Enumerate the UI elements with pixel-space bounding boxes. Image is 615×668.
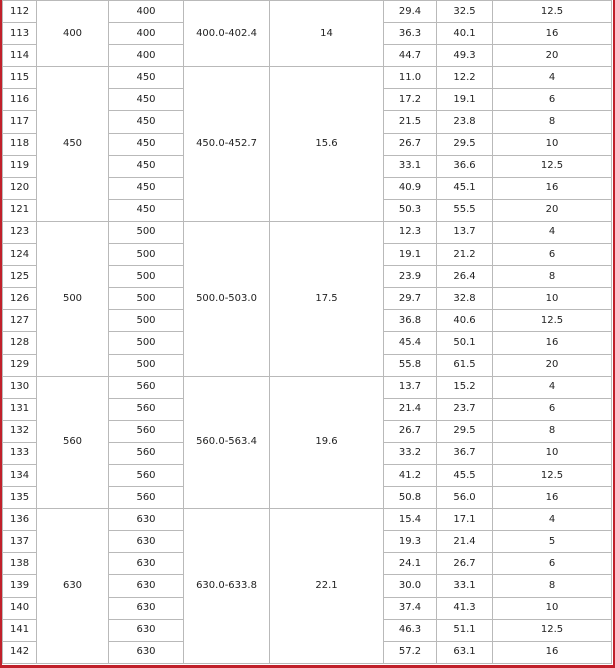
pressure-cell: 4 (493, 67, 612, 89)
pressure-cell: 16 (493, 23, 612, 45)
value-b-cell: 36.6 (437, 155, 493, 177)
nominal-size-cell: 630 (37, 509, 109, 664)
value-b-cell: 32.8 (437, 288, 493, 310)
diameter-cell: 450 (109, 111, 184, 133)
value-a-cell: 45.4 (384, 332, 437, 354)
value-b-cell: 56.0 (437, 487, 493, 509)
row-number: 130 (3, 376, 37, 398)
row-number: 112 (3, 1, 37, 23)
pressure-cell: 4 (493, 221, 612, 243)
pressure-cell: 10 (493, 442, 612, 464)
value-b-cell: 40.1 (437, 23, 493, 45)
value-b-cell: 12.2 (437, 67, 493, 89)
thickness-cell: 15.6 (270, 67, 384, 222)
pressure-cell: 5 (493, 531, 612, 553)
pressure-cell: 6 (493, 398, 612, 420)
pressure-cell: 16 (493, 641, 612, 663)
row-number: 116 (3, 89, 37, 111)
diameter-cell: 560 (109, 464, 184, 486)
size-group (3, 376, 612, 509)
row-number: 115 (3, 67, 37, 89)
nominal-size-cell: 500 (37, 221, 109, 376)
row-number: 141 (3, 619, 37, 641)
value-b-cell: 49.3 (437, 45, 493, 67)
diameter-cell: 630 (109, 575, 184, 597)
size-group (3, 1, 612, 67)
value-a-cell: 41.2 (384, 464, 437, 486)
row-number: 126 (3, 288, 37, 310)
value-a-cell: 19.1 (384, 244, 437, 266)
pressure-cell: 10 (493, 133, 612, 155)
row-number: 119 (3, 155, 37, 177)
value-a-cell: 33.2 (384, 442, 437, 464)
diameter-cell: 400 (109, 23, 184, 45)
diameter-cell: 630 (109, 641, 184, 663)
row-number: 131 (3, 398, 37, 420)
size-group (3, 67, 612, 222)
diameter-cell: 500 (109, 266, 184, 288)
table-row (3, 67, 612, 89)
row-number: 135 (3, 487, 37, 509)
value-a-cell: 23.9 (384, 266, 437, 288)
diameter-cell: 500 (109, 221, 184, 243)
value-b-cell: 21.2 (437, 244, 493, 266)
value-b-cell: 36.7 (437, 442, 493, 464)
value-a-cell: 50.8 (384, 487, 437, 509)
diameter-cell: 450 (109, 155, 184, 177)
value-b-cell: 45.5 (437, 464, 493, 486)
row-number: 123 (3, 221, 37, 243)
row-number: 124 (3, 244, 37, 266)
row-number: 125 (3, 266, 37, 288)
value-b-cell: 55.5 (437, 199, 493, 221)
diameter-cell: 560 (109, 398, 184, 420)
diameter-cell: 560 (109, 420, 184, 442)
pressure-cell: 20 (493, 199, 612, 221)
table-row (3, 221, 612, 243)
row-number: 137 (3, 531, 37, 553)
value-a-cell: 37.4 (384, 597, 437, 619)
value-a-cell: 24.1 (384, 553, 437, 575)
value-b-cell: 26.7 (437, 553, 493, 575)
value-a-cell: 29.7 (384, 288, 437, 310)
diameter-cell: 450 (109, 133, 184, 155)
diameter-range-cell: 500.0-503.0 (184, 221, 270, 376)
pressure-cell: 8 (493, 266, 612, 288)
thickness-cell: 22.1 (270, 509, 384, 664)
value-a-cell: 33.1 (384, 155, 437, 177)
row-number: 142 (3, 641, 37, 663)
diameter-range-cell: 560.0-563.4 (184, 376, 270, 509)
diameter-cell: 630 (109, 597, 184, 619)
value-a-cell: 21.4 (384, 398, 437, 420)
size-group (3, 221, 612, 376)
row-number: 139 (3, 575, 37, 597)
diameter-cell: 500 (109, 354, 184, 376)
value-b-cell: 29.5 (437, 420, 493, 442)
value-a-cell: 26.7 (384, 420, 437, 442)
table-row (3, 376, 612, 398)
diameter-cell: 450 (109, 67, 184, 89)
pressure-cell: 16 (493, 487, 612, 509)
value-a-cell: 29.4 (384, 1, 437, 23)
diameter-cell: 500 (109, 244, 184, 266)
diameter-cell: 450 (109, 89, 184, 111)
table-row (3, 1, 612, 23)
value-a-cell: 21.5 (384, 111, 437, 133)
diameter-cell: 560 (109, 487, 184, 509)
diameter-range-cell: 630.0-633.8 (184, 509, 270, 664)
row-number: 117 (3, 111, 37, 133)
size-group (3, 509, 612, 664)
diameter-cell: 630 (109, 553, 184, 575)
value-a-cell: 36.8 (384, 310, 437, 332)
value-b-cell: 51.1 (437, 619, 493, 641)
diameter-cell: 450 (109, 177, 184, 199)
value-a-cell: 19.3 (384, 531, 437, 553)
value-b-cell: 29.5 (437, 133, 493, 155)
nominal-size-cell: 400 (37, 1, 109, 67)
pressure-cell: 6 (493, 89, 612, 111)
value-a-cell: 44.7 (384, 45, 437, 67)
thickness-cell: 14 (270, 1, 384, 67)
value-a-cell: 12.3 (384, 221, 437, 243)
row-number: 121 (3, 199, 37, 221)
pressure-cell: 8 (493, 575, 612, 597)
diameter-range-cell: 400.0-402.4 (184, 1, 270, 67)
value-a-cell: 26.7 (384, 133, 437, 155)
row-number: 133 (3, 442, 37, 464)
value-b-cell: 23.8 (437, 111, 493, 133)
row-number: 128 (3, 332, 37, 354)
diameter-range-cell: 450.0-452.7 (184, 67, 270, 222)
row-number: 138 (3, 553, 37, 575)
diameter-cell: 500 (109, 288, 184, 310)
value-b-cell: 13.7 (437, 221, 493, 243)
value-a-cell: 40.9 (384, 177, 437, 199)
pressure-cell: 4 (493, 509, 612, 531)
value-b-cell: 45.1 (437, 177, 493, 199)
diameter-cell: 560 (109, 376, 184, 398)
diameter-cell: 630 (109, 531, 184, 553)
pressure-cell: 12.5 (493, 155, 612, 177)
value-b-cell: 26.4 (437, 266, 493, 288)
row-number: 118 (3, 133, 37, 155)
value-a-cell: 11.0 (384, 67, 437, 89)
value-b-cell: 21.4 (437, 531, 493, 553)
nominal-size-cell: 560 (37, 376, 109, 509)
row-number: 134 (3, 464, 37, 486)
value-b-cell: 50.1 (437, 332, 493, 354)
thickness-cell: 17.5 (270, 221, 384, 376)
diameter-cell: 630 (109, 619, 184, 641)
row-number: 132 (3, 420, 37, 442)
value-a-cell: 36.3 (384, 23, 437, 45)
row-number: 113 (3, 23, 37, 45)
pressure-cell: 10 (493, 597, 612, 619)
value-b-cell: 15.2 (437, 376, 493, 398)
pressure-cell: 12.5 (493, 310, 612, 332)
pressure-cell: 8 (493, 420, 612, 442)
value-b-cell: 41.3 (437, 597, 493, 619)
row-number: 114 (3, 45, 37, 67)
value-b-cell: 63.1 (437, 641, 493, 663)
pressure-cell: 6 (493, 553, 612, 575)
pipe-spec-table (2, 0, 612, 664)
row-number: 120 (3, 177, 37, 199)
pressure-cell: 20 (493, 354, 612, 376)
value-b-cell: 17.1 (437, 509, 493, 531)
pressure-cell: 20 (493, 45, 612, 67)
pressure-cell: 12.5 (493, 464, 612, 486)
value-b-cell: 23.7 (437, 398, 493, 420)
diameter-cell: 500 (109, 332, 184, 354)
thickness-cell: 19.6 (270, 376, 384, 509)
row-number: 140 (3, 597, 37, 619)
value-a-cell: 55.8 (384, 354, 437, 376)
diameter-cell: 500 (109, 310, 184, 332)
value-b-cell: 61.5 (437, 354, 493, 376)
row-number: 129 (3, 354, 37, 376)
value-a-cell: 17.2 (384, 89, 437, 111)
pressure-cell: 12.5 (493, 1, 612, 23)
nominal-size-cell: 450 (37, 67, 109, 222)
diameter-cell: 630 (109, 509, 184, 531)
value-a-cell: 57.2 (384, 641, 437, 663)
value-a-cell: 46.3 (384, 619, 437, 641)
diameter-cell: 400 (109, 45, 184, 67)
pressure-cell: 6 (493, 244, 612, 266)
value-b-cell: 40.6 (437, 310, 493, 332)
pressure-cell: 12.5 (493, 619, 612, 641)
value-a-cell: 13.7 (384, 376, 437, 398)
value-b-cell: 19.1 (437, 89, 493, 111)
value-b-cell: 33.1 (437, 575, 493, 597)
diameter-cell: 560 (109, 442, 184, 464)
pressure-cell: 16 (493, 332, 612, 354)
pressure-cell: 10 (493, 288, 612, 310)
table-row (3, 509, 612, 531)
value-a-cell: 50.3 (384, 199, 437, 221)
pressure-cell: 8 (493, 111, 612, 133)
diameter-cell: 450 (109, 199, 184, 221)
row-number: 127 (3, 310, 37, 332)
diameter-cell: 400 (109, 1, 184, 23)
pressure-cell: 16 (493, 177, 612, 199)
row-number: 136 (3, 509, 37, 531)
value-a-cell: 15.4 (384, 509, 437, 531)
value-b-cell: 32.5 (437, 1, 493, 23)
value-a-cell: 30.0 (384, 575, 437, 597)
pressure-cell: 4 (493, 376, 612, 398)
